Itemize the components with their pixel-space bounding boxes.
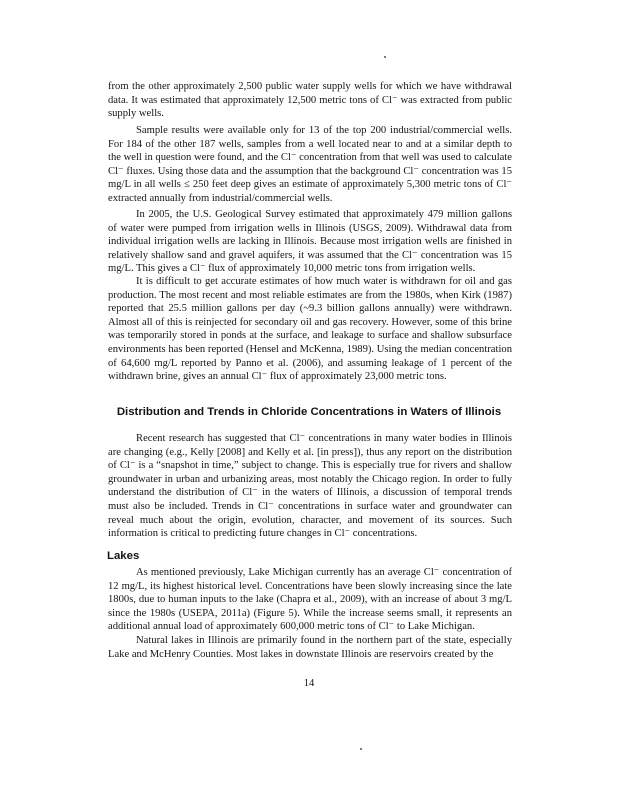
scan-speck [360,748,362,750]
section-heading: Distribution and Trends in Chloride Concentrations in Waters of Illinois [116,406,502,418]
subsection-heading-lakes: Lakes [107,550,140,562]
paragraph-natural-lakes: Natural lakes in Illinois are primarily found in the northern part of the state, especially Lake and McHenry Counties. Most lakes in downstate Illinois are reservoirs created by the [108,635,512,660]
paragraph-irrigation-wells: In 2005, the U.S. Geological Survey estimated that approximately 479 million gallons of water were pumped from irrigation wells in Illinois (USGS, 2009). Withdrawal data from individual irrigation wells are lacking in Illinois. Because most irrigation wells are finished in relatively shallow sand and gravel aquifers, it was assumed that the Cl⁻ concentration was 15 mg/L. This gives a Cl⁻ flux of approximately 10,000 metric tons from irrigation wells. [108,209,512,275]
scan-speck [384,56,386,58]
page-number: 14 [303,678,315,689]
paragraph-lake-michigan: As mentioned previously, Lake Michigan currently has an average Cl⁻ concentration of 12 mg/L, its highest historical level. Concentrations have been slowly increasing since the late 1800s, due to human inputs to the lake (Chapra et al., 2009), with an increase of about 3 mg/L since the 1980s (USEPA, 2011a) (Figure 5). While the increase seems small, it represents an additional annual load of approximately 600,000 metric tons of Cl⁻ to Lake Michigan. [108,567,512,633]
paragraph-recent-research: Recent research has suggested that Cl⁻ concentrations in many water bodies in Illinois are changing (e.g., Kelly [2008] and Kelly et al. [in press]), thus any report on the distribution of Cl⁻ is a “snapshot in time,” subject to change. This is especially true for rivers and shallow groundwater in urban and urbanizing areas, most notably the Chicago region. In order to fully understand the distribution of Cl⁻ in the waters of Illinois, a discussion of temporal trends must also be included. Trends in Cl⁻ concentrations in surface water and groundwater can reveal much about the origin, evolution, character, and movement of its sources. Such information is critical to predicting future changes in Cl⁻ concentrations. [108,433,512,540]
paragraph-oil-gas-production: It is difficult to get accurate estimates of how much water is withdrawn for oil and gas production. The most recent and most reliable estimates are from the 1980s, when Kirk (1987) reported that 25.5 million gallons per day (~9.3 billion gallons annually) were withdrawn. Almost all of this is reinjected for secondary oil and gas recovery. However, some of this brine was temporarily stored in ponds at the surface, and leakage to surface and shallow subsurface environments has been reported (Hensel and McKenna, 1989). Using the median concentration of 64,600 mg/L reported by Panno et al. (2006), and assuming leakage of 1 percent of the withdrawn brine, gives an annual Cl⁻ flux of approximately 23,000 metric tons. [108,276,512,383]
paragraph-public-supply-wells: from the other approximately 2,500 public water supply wells for which we have withdrawal data. It was estimated that approximately 12,500 metric tons of Cl⁻ was extracted from public supply wells. [108,81,512,120]
paragraph-industrial-commercial-wells: Sample results were available only for 13 of the top 200 industrial/commercial wells. For 184 of the other 187 wells, samples from a well located near to and at a similar depth to the well in question were found, and the Cl⁻ concentration from that well was used to calculate Cl⁻ fluxes. Using those data and the assumption that the background Cl⁻ concentration was 15 mg/L in all wells ≤ 250 feet deep gives an estimate of approximately 5,300 metric tons of Cl⁻ extracted annually from industrial/commercial wells. [108,125,512,204]
